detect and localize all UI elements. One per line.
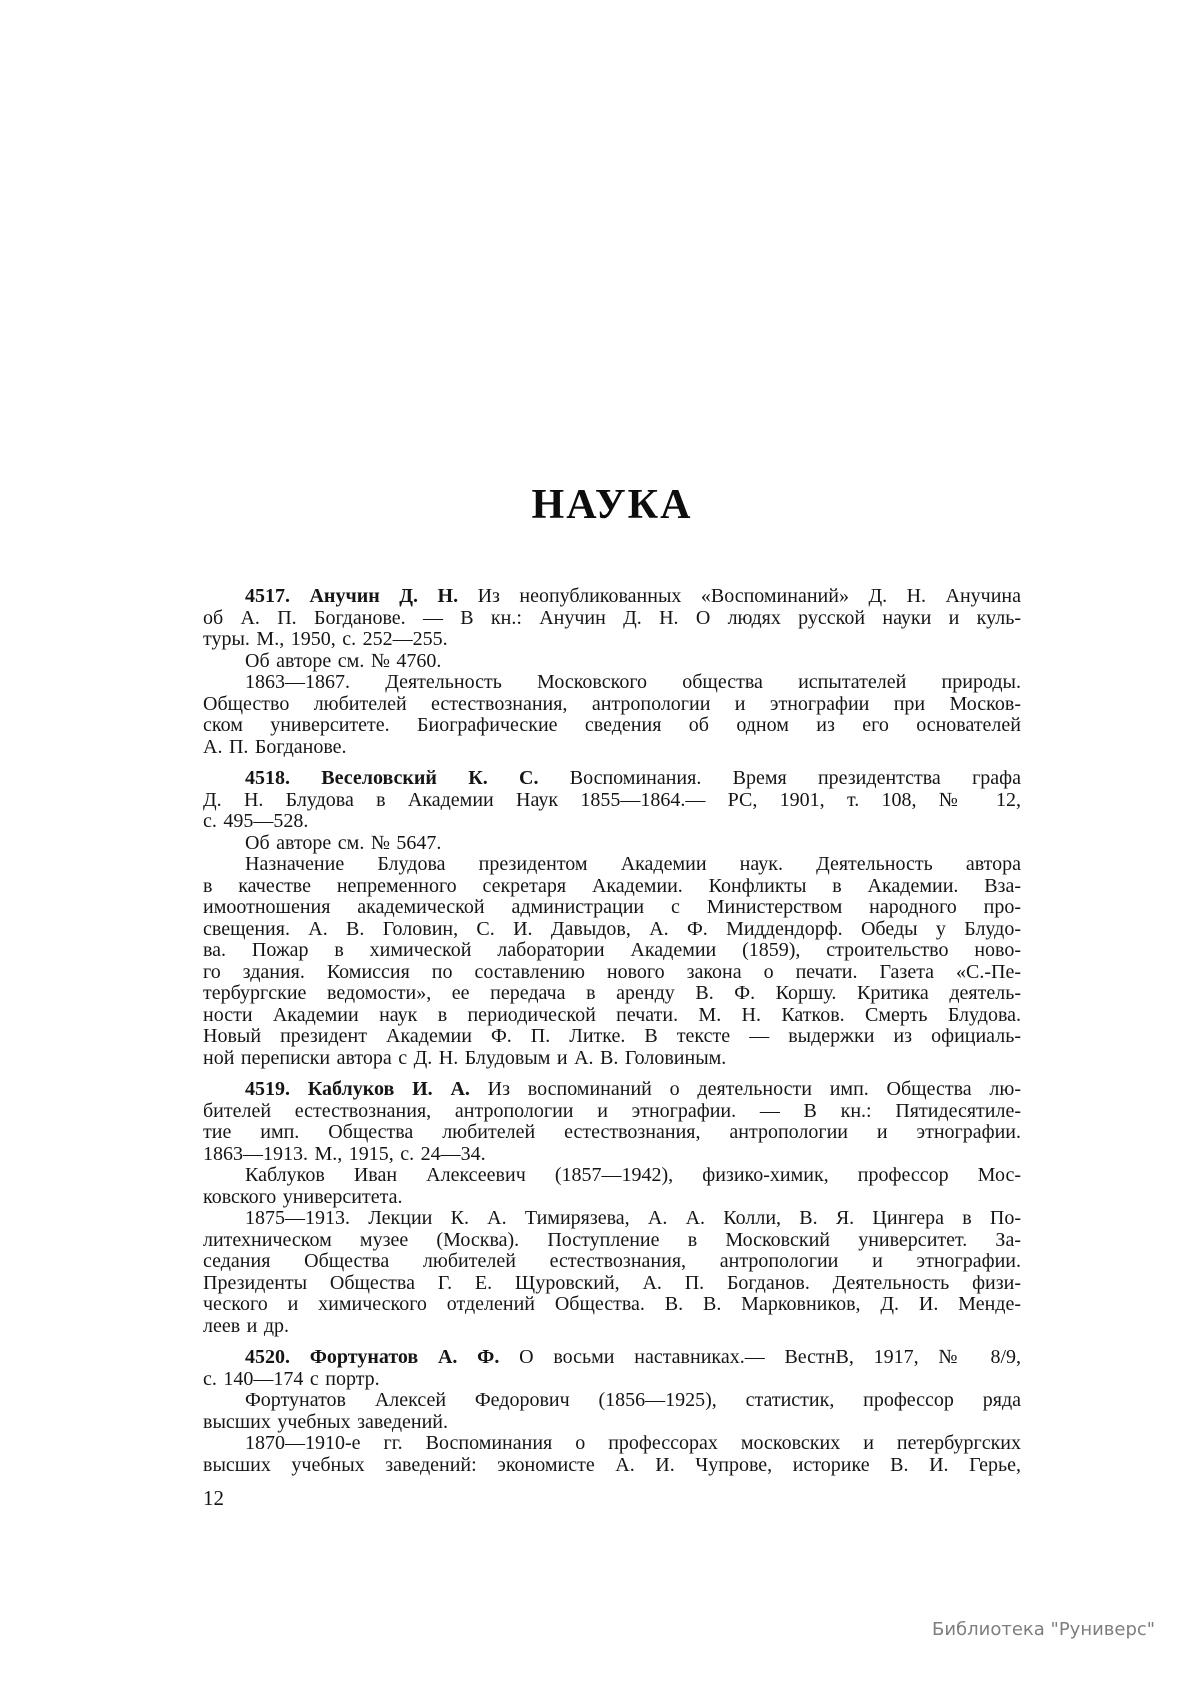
paragraph xyxy=(203,1347,1021,1390)
text-line: Президенты Общества Г. Е. Щуровский, А. П. Богданов. Деятельность физи- xyxy=(203,1271,1021,1294)
entry-heading: 4520. Фортунатов А. Ф. xyxy=(245,1346,500,1368)
text-line: 1875—1913. Лекции К. А. Тимирязева, А. А. Колли, В. Я. Цингера в По- xyxy=(245,1207,1021,1229)
bibliography-entry xyxy=(203,586,1021,758)
bibliography-entry xyxy=(203,768,1021,1069)
text-line: ческого и химического отделений Общества. В. В. Марковников, Д. И. Менде- xyxy=(203,1293,1021,1315)
text-line: высших учебных заведений: экономисте А. И. Чупрове, историке В. И. Герье, xyxy=(203,1453,1021,1476)
text-line: Общество любителей естествознания, антропологии и этнографии при Москов- xyxy=(203,692,1021,715)
text-line: го здания. Комиссия по составлению нового закона о печати. Газета «С.-Пе- xyxy=(203,960,1021,983)
text-line: леев и др. xyxy=(203,1314,290,1337)
text-line: 4517. Анучин Д. Н. Из неопубликованных «Воспоминаний» Д. Н. Анучина xyxy=(245,585,1021,607)
text-line: 1863—1913. М., 1915, с. 24—34. xyxy=(203,1142,486,1165)
text-line: бителей естествознания, антропологии и этнографии. — В кн.: Пятидесятиле- xyxy=(203,1099,1021,1122)
text-line: Д. Н. Блудова в Академии Наук 1855—1864.— РС, 1901, т. 108, № 12, xyxy=(203,788,1021,811)
paragraph xyxy=(203,854,1021,1069)
text-line: 4520. Фортунатов А. Ф. О восьми наставниках.— ВестнВ, 1917, № 8/9, xyxy=(245,1346,1021,1368)
text-line: ной переписки автора с Д. Н. Блудовым и А. В. Головиным. xyxy=(203,1046,727,1069)
text-line: 1870—1910-е гг. Воспоминания о профессорах московских и петербургских xyxy=(245,1432,1021,1454)
text-line: об А. П. Богданове. — В кн.: Анучин Д. Н. О людях русской науки и куль- xyxy=(203,606,1021,629)
paragraph xyxy=(203,1433,1021,1476)
paragraph xyxy=(203,1079,1021,1165)
page-number: 12 xyxy=(203,1486,224,1510)
text-line: А. П. Богданове. xyxy=(203,735,347,758)
watermark: Библиотека "Руниверс" xyxy=(932,1619,1156,1640)
text-line: 4518. Веселовский К. С. Воспоминания. Время президентства графа xyxy=(245,767,1021,789)
bibliography-entries xyxy=(203,586,1021,1476)
text-block xyxy=(203,483,1021,1476)
text-line: с. 495—528. xyxy=(203,810,309,832)
paragraph xyxy=(203,1390,1021,1433)
text-line: литехническом музее (Москва). Поступление в Московский университет. За- xyxy=(203,1228,1021,1251)
text-line: ковского университета. xyxy=(203,1185,403,1208)
text-line: тие имп. Общества любителей естествознания, антропологии и этнографии. xyxy=(203,1121,1021,1143)
text-line: Каблуков Иван Алексеевич (1857—1942), физико-химик, профессор Мос- xyxy=(245,1164,1021,1186)
text-line: Об авторе см. № 4760. xyxy=(245,649,442,672)
paragraph xyxy=(203,1208,1021,1337)
paragraph xyxy=(203,768,1021,833)
text-line: Новый президент Академии Ф. П. Литке. В тексте — выдержки из официаль- xyxy=(203,1025,1021,1047)
entry-heading: 4517. Анучин Д. Н. xyxy=(245,585,459,607)
paragraph xyxy=(203,651,1021,673)
text-line: с. 140—174 с портр. xyxy=(203,1367,380,1390)
text-line: ском университете. Биографические сведения об одном из его основателей xyxy=(203,714,1021,736)
entry-heading: 4518. Веселовский К. С. xyxy=(245,767,539,789)
text-line: свещения. А. В. Головин, С. И. Давыдов, А. Ф. Миддендорф. Обеды у Блудо- xyxy=(203,917,1021,940)
text-line: тербургские ведомости», ее передача в аренду В. Ф. Коршу. Критика деятель- xyxy=(203,982,1021,1004)
section-title: НАУКА xyxy=(531,482,693,528)
paragraph xyxy=(203,586,1021,651)
bibliography-entry xyxy=(203,1347,1021,1476)
bibliography-entry xyxy=(203,1079,1021,1337)
text-line: Назначение Блудова президентом Академии наук. Деятельность автора xyxy=(245,853,1021,875)
text-line: туры. М., 1950, с. 252—255. xyxy=(203,628,448,650)
text-line: седания Общества любителей естествознания, антропологии и этнографии. xyxy=(203,1250,1021,1272)
text-line: ва. Пожар в химической лаборатории Академии (1859), строительство ново- xyxy=(203,939,1021,961)
text-line: 1863—1867. Деятельность Московского общества испытателей природы. xyxy=(245,671,1021,693)
text-line: Об авторе см. № 5647. xyxy=(245,831,442,854)
text-line: 4519. Каблуков И. А. Из воспоминаний о деятельности имп. Общества лю- xyxy=(245,1078,1021,1100)
text-line: ности Академии наук в периодической печати. М. Н. Катков. Смерть Блудова. xyxy=(203,1003,1021,1026)
text-line: Фортунатов Алексей Федорович (1856—1925), статистик, профессор ряда xyxy=(245,1389,1021,1411)
paragraph xyxy=(203,672,1021,758)
paragraph xyxy=(203,833,1021,855)
text-line: имоотношения академической администрации с Министерством народного про- xyxy=(203,896,1021,918)
paragraph xyxy=(203,1165,1021,1208)
text-line: в качестве непременного секретаря Академии. Конфликты в Академии. Вза- xyxy=(203,874,1021,897)
text-line: высших учебных заведений. xyxy=(203,1410,448,1433)
entry-heading: 4519. Каблуков И. А. xyxy=(245,1078,470,1100)
